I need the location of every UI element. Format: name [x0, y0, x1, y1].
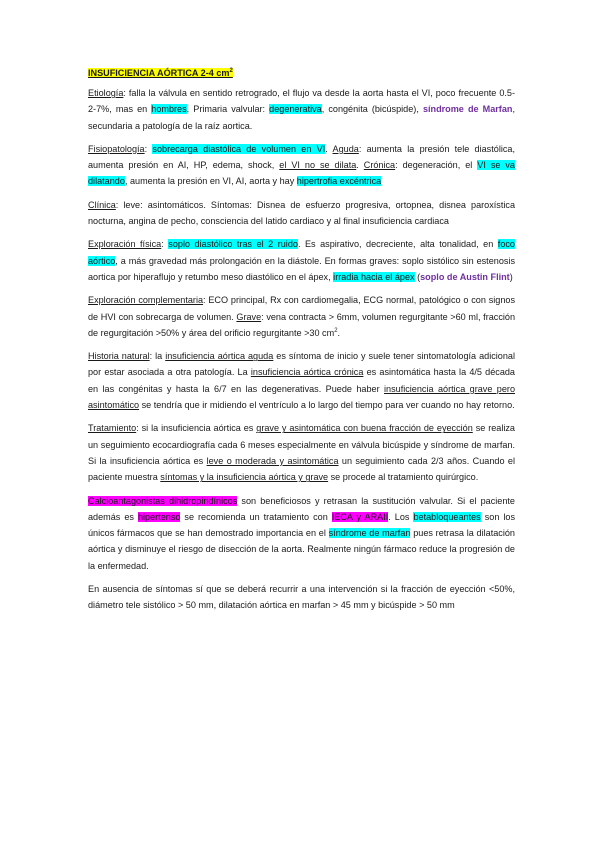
exploracion-paragraph: Exploración física: soplo diastólico tras el 2 ruido. Es aspirativo, decreciente, alta tonalidad, en foco aórtico, a más gravedad más prolongación en la diástole. En formas graves: soplo sistólico sin estenosis aortica por hiperaflujo y retumbo meso diastólico en el ápex, irradia hacia el ápex (soplo de Austin Flint) [88, 239, 515, 282]
historia-paragraph: Historia natural: la insuficiencia aórtica aguda es síntoma de inicio y suele tener sintomatología adicional por estar asociada a otra patología. La insuficiencia aórtica crónica es asintomática hasta la 4/5 década en las congénitas y hasta la 6/7 en las degenerativas. Puede haber insuficiencia aórtica grave pero asintomático se tendría que ir midiendo el ventrículo a lo largo del tiempo para ver cuando no hay retorno. [88, 351, 515, 411]
page-title: INSUFICIENCIA AÓRTICA 2-4 $cm^2$ [88, 67, 233, 78]
etiologia-paragraph: Etiología: falla la válvula en sentido retrogrado, el flujo va desde la aorta hasta el VI, poco frecuente 0.5-2-7%, mas en hombres. Primaria valvular: degenerativa, congénita (bicúspide), síndrome de Marfan, secundaria a patología de la raíz aortica. [88, 88, 515, 131]
complementaria-paragraph: Exploración complementaria: ECO principal, Rx con cardiomegalia, ECG normal, patológico o con signos de HVI con sobrecarga de volumen. Grave: vena contracta > 6mm, volumen regurgitante >60 ml, fracción de regurgitación >50% y área del orificio regurgitante >30 $cm^2$. [88, 295, 516, 338]
tratamiento-paragraph: Tratamiento: si la insuficiencia aórtica es grave y asintomática con buena fracción de eyección se realiza un seguimiento ecocardiografía cada 6 meses especialmente en válvula bicúspide y síndrome de marfan. Si la insuficiencia aórtica es leve o moderada y asintomática un seguimiento cada 2/3 años. Cuando el paciente muestra síntomas y la insuficiencia aórtica y grave se procede al tratamiento quirúrgico. [88, 423, 515, 483]
ausencia-paragraph: En ausencia de síntomas sí que se deberá recurrir a una intervención si la fracción de eyección <50%, diámetro tele sistólico > 50 mm, dilatación aórtica en marfan > 45 mm y bicúspide > 50 mm [88, 584, 515, 611]
clinica-paragraph: Clínica: leve: asintomáticos. Síntomas: Disnea de esfuerzo progresiva, ortopnea, disnea paroxística nocturna, angina de pecho, consciencia del latido cardiaco y al final insuficiencia cardiaca [88, 199, 515, 227]
document-page [88, 66, 515, 621]
fisiopatologia-paragraph: Fisiopatología: sobrecarga diastólica de volumen en VI. Aguda: aumenta la presión tele diastólica, aumenta presión en AI, HP, edema, shock, el VI no se dilata. Crónica: degeneración, el VI se va dilatando, aumenta la presión en VI, AI, aorta y hay hipertrofia excéntrica [88, 143, 515, 187]
farmacos-paragraph: Calcioantagonistas dihidropiridínicos son beneficiosos y retrasan la sustitución valvular. Si el paciente además es hipertenso se recomienda un tratamiento con IECA y ARAII. Los betabloqueantes son los únicos fármacos que se han demostrado importancia en el síndrome de marfan pues retrasa la dilatación aórtica y disminuye el riesgo de disección de la aorta. Realmente ningún fármaco reduce la progresión de la enfermedad. [88, 495, 516, 571]
